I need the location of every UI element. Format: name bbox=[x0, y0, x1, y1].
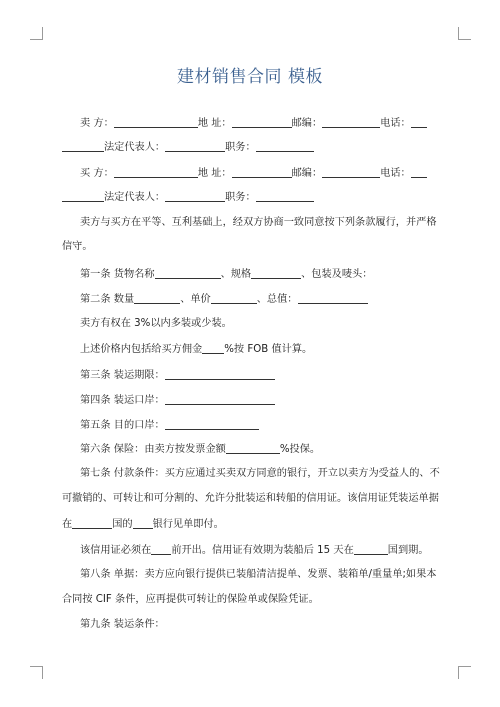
crop-mark-bottom-left bbox=[30, 666, 43, 679]
seller-postcode-label: 邮编： bbox=[291, 118, 323, 129]
buyer-rep-label: 法定代表人： bbox=[104, 192, 166, 203]
intro-line-1: 卖方与买方在平等、互利基础上，经双方协商一致同意按下列条款履行，并严格 bbox=[80, 217, 437, 228]
article-8-line-1: 第八条 单据：卖方应向银行提供已装船清洁提单、发票、装箱单/重量单;如果本 bbox=[80, 569, 437, 580]
buyer-phone-blank-cont[interactable] bbox=[62, 190, 104, 202]
seller-rep-line bbox=[62, 140, 314, 155]
article-1-text: 第一条 货物名称 bbox=[80, 269, 155, 280]
seller-rep-label: 法定代表人： bbox=[104, 142, 166, 153]
article-5-text: 第五条 目的口岸： bbox=[80, 420, 165, 431]
total-value-blank[interactable] bbox=[298, 292, 368, 304]
shipment-period-blank[interactable] bbox=[165, 368, 275, 380]
buyer-title-label: 职务： bbox=[225, 192, 256, 203]
article-7-line-3 bbox=[62, 517, 224, 532]
article-3-text: 第三条 装运期限： bbox=[80, 370, 165, 381]
bank-blank[interactable] bbox=[133, 517, 153, 529]
unit-price-blank[interactable] bbox=[211, 292, 257, 304]
crop-mark-bottom-right bbox=[458, 666, 471, 679]
buyer-address-blank[interactable] bbox=[232, 166, 292, 178]
article-5 bbox=[80, 418, 259, 433]
spec-blank[interactable] bbox=[251, 267, 301, 279]
intro-line-2: 信守。 bbox=[62, 241, 93, 252]
country-blank[interactable] bbox=[72, 517, 112, 529]
article-7-line-1: 第七条 付款条件：买方应通过买卖双方同意的银行，开立以卖方为受益人的、不 bbox=[80, 468, 440, 479]
seller-line bbox=[80, 116, 427, 131]
article-7-post: 银行见单即付。 bbox=[152, 519, 224, 530]
insurance-blank[interactable] bbox=[226, 442, 280, 454]
buyer-rep-line bbox=[62, 190, 314, 205]
commission-pre: 上述价格内包括给买方佣金 bbox=[80, 344, 203, 355]
buyer-phone-label: 电话： bbox=[380, 168, 411, 179]
article-1-pack: 、包装及唛头： bbox=[301, 269, 373, 280]
lc-country-blank[interactable] bbox=[354, 543, 388, 555]
seller-title-label: 职务： bbox=[225, 142, 256, 153]
buyer-postcode-blank[interactable] bbox=[322, 166, 380, 178]
article-1-spec: 、规格 bbox=[220, 269, 252, 280]
article-4 bbox=[80, 393, 275, 408]
document-title: 建材销售合同 模板 bbox=[177, 67, 323, 87]
commission-blank[interactable] bbox=[202, 342, 224, 354]
article-9: 第九条 装运条件： bbox=[80, 619, 165, 630]
lc-pre: 该信用证必须在 bbox=[80, 545, 152, 556]
seller-phone-blank[interactable] bbox=[411, 116, 427, 128]
article-2 bbox=[80, 292, 368, 307]
crop-mark-top-right bbox=[458, 27, 471, 40]
loading-port-blank[interactable] bbox=[165, 393, 275, 405]
seller-postcode-blank[interactable] bbox=[322, 116, 380, 128]
buyer-line bbox=[80, 166, 427, 181]
article-4-text: 第四条 装运口岸： bbox=[80, 395, 165, 406]
buyer-postcode-label: 邮编： bbox=[291, 168, 323, 179]
article-7-pre: 在 bbox=[62, 519, 73, 530]
seller-rep-blank[interactable] bbox=[165, 140, 225, 152]
lc-mid: 前开出。信用证有效期为装船后 15 天在 bbox=[171, 545, 354, 556]
seller-label: 卖 方： bbox=[80, 118, 114, 129]
seller-address-label: 地 址： bbox=[197, 118, 232, 129]
crop-mark-top-left bbox=[30, 27, 43, 40]
buyer-rep-blank[interactable] bbox=[165, 190, 225, 202]
article-1 bbox=[80, 267, 372, 282]
article-3 bbox=[80, 368, 275, 383]
article-7-mid: 国的 bbox=[112, 519, 133, 530]
destination-port-blank[interactable] bbox=[165, 418, 259, 430]
article-6 bbox=[80, 442, 320, 457]
commission-post: %按 FOB 值计算。 bbox=[224, 344, 313, 355]
article-6-post: %投保。 bbox=[279, 444, 321, 455]
seller-phone-label: 电话： bbox=[380, 118, 411, 129]
article-7-line-2: 可撤销的、可转让和可分割的、允许分批装运和转船的信用证。该信用证凭装运单据 bbox=[62, 493, 439, 504]
buyer-blank[interactable] bbox=[114, 166, 198, 178]
commission-line bbox=[80, 342, 312, 357]
buyer-phone-blank[interactable] bbox=[411, 166, 427, 178]
article-8-line-2: 合同按 CIF 条件，应再提供可转让的保险单或保险凭证。 bbox=[62, 594, 319, 605]
quantity-note: 卖方有权在 3%以内多装或少装。 bbox=[80, 318, 232, 329]
buyer-label: 买 方： bbox=[80, 168, 114, 179]
lc-date-blank[interactable] bbox=[151, 543, 171, 555]
seller-title-blank[interactable] bbox=[256, 140, 314, 152]
buyer-title-blank[interactable] bbox=[256, 190, 314, 202]
article-2-text: 第二条 数量 bbox=[80, 294, 135, 305]
lc-line bbox=[80, 543, 429, 558]
buyer-address-label: 地 址： bbox=[197, 168, 232, 179]
quantity-blank[interactable] bbox=[134, 292, 180, 304]
seller-phone-blank-cont[interactable] bbox=[62, 140, 104, 152]
article-6-pre: 第六条 保险：由卖方按发票金额 bbox=[80, 444, 226, 455]
seller-address-blank[interactable] bbox=[232, 116, 292, 128]
seller-blank[interactable] bbox=[114, 116, 198, 128]
goods-name-blank[interactable] bbox=[155, 267, 221, 279]
lc-post: 国到期。 bbox=[387, 545, 429, 556]
article-2-price: 、单价 bbox=[180, 294, 211, 305]
article-2-total: 、总值： bbox=[256, 294, 298, 305]
